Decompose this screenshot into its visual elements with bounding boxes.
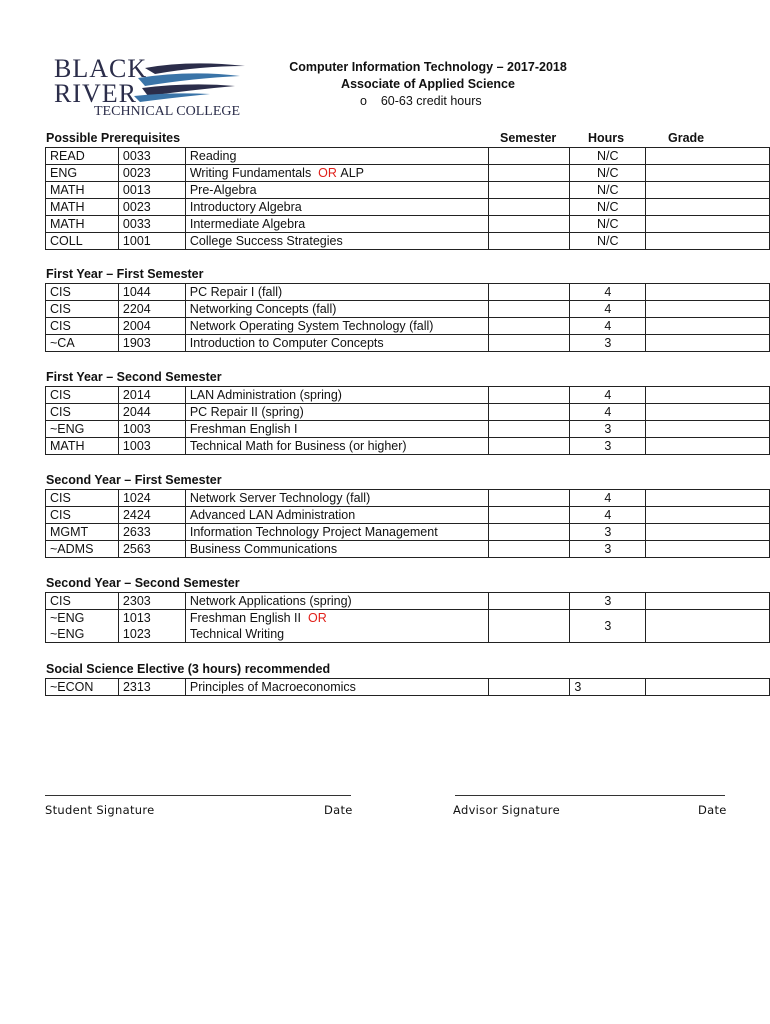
num-cell: 1003 bbox=[118, 438, 185, 455]
semester-cell bbox=[488, 233, 570, 250]
num-cell: 1903 bbox=[118, 335, 185, 352]
hours-cell: 4 bbox=[570, 490, 646, 507]
num-cell: 2004 bbox=[118, 318, 185, 335]
table-row bbox=[46, 524, 770, 541]
table-row bbox=[46, 404, 770, 421]
dept-cell: CIS bbox=[46, 404, 119, 421]
y2s2-table bbox=[45, 592, 770, 643]
grade-cell bbox=[646, 216, 770, 233]
semester-cell bbox=[488, 507, 570, 524]
hours-cell: 4 bbox=[570, 318, 646, 335]
hours-cell: N/C bbox=[570, 199, 646, 216]
dept-cell: MATH bbox=[46, 216, 119, 233]
hours-cell: 4 bbox=[570, 387, 646, 404]
dept-cell: ~CA bbox=[46, 335, 119, 352]
table-row bbox=[46, 182, 770, 199]
y1s1-table bbox=[45, 283, 770, 352]
y2s1-table bbox=[45, 489, 770, 558]
grade-cell bbox=[646, 182, 770, 199]
course-cell: PC Repair I (fall) bbox=[185, 284, 488, 301]
advisor-date-label: Date bbox=[698, 803, 727, 817]
dept-cell: CIS bbox=[46, 284, 119, 301]
y2s2-title: Second Year – Second Semester bbox=[46, 576, 240, 590]
num-b: 1023 bbox=[122, 627, 151, 641]
table-row bbox=[46, 679, 770, 696]
dept-cell: ENG bbox=[46, 165, 119, 182]
grade-cell bbox=[646, 490, 770, 507]
semester-cell bbox=[488, 216, 570, 233]
table-row bbox=[46, 148, 770, 165]
semester-cell bbox=[488, 301, 570, 318]
y1s1-title: First Year – First Semester bbox=[46, 267, 204, 281]
advisor-signature-label: Advisor Signature bbox=[453, 803, 560, 817]
table-row bbox=[46, 541, 770, 558]
course-cell bbox=[185, 610, 488, 643]
dept-cell bbox=[46, 610, 119, 643]
num-cell: 0023 bbox=[118, 199, 185, 216]
table-row bbox=[46, 610, 770, 643]
num-cell: 1001 bbox=[118, 233, 185, 250]
table-row bbox=[46, 335, 770, 352]
grade-cell bbox=[646, 284, 770, 301]
num-cell bbox=[118, 610, 185, 643]
program-title: Computer Information Technology – 2017-2018 bbox=[289, 60, 567, 74]
table-row bbox=[46, 233, 770, 250]
table-row bbox=[46, 490, 770, 507]
course-cell: Introduction to Computer Concepts bbox=[185, 335, 488, 352]
semester-cell bbox=[488, 284, 570, 301]
course-cell: Reading bbox=[185, 148, 488, 165]
course-cell bbox=[185, 165, 488, 182]
num-cell: 1003 bbox=[118, 421, 185, 438]
hours-cell: 3 bbox=[570, 679, 646, 696]
grade-cell bbox=[646, 387, 770, 404]
hours-cell: 3 bbox=[570, 610, 646, 643]
table-row bbox=[46, 284, 770, 301]
dept-cell: CIS bbox=[46, 490, 119, 507]
grade-cell bbox=[646, 199, 770, 216]
semester-cell bbox=[488, 679, 570, 696]
credit-hours: 60-63 credit hours bbox=[380, 94, 482, 108]
num-cell: 2633 bbox=[118, 524, 185, 541]
semester-cell bbox=[488, 199, 570, 216]
semester-cell bbox=[488, 490, 570, 507]
hours-cell: N/C bbox=[570, 148, 646, 165]
dept-cell: COLL bbox=[46, 233, 119, 250]
table-row bbox=[46, 216, 770, 233]
hours-cell: 4 bbox=[570, 404, 646, 421]
grade-cell bbox=[646, 318, 770, 335]
hours-cell: 3 bbox=[570, 541, 646, 558]
hours-cell: N/C bbox=[570, 233, 646, 250]
course-cell: Advanced LAN Administration bbox=[185, 507, 488, 524]
semester-cell bbox=[488, 148, 570, 165]
logo-line3: TECHNICAL COLLEGE bbox=[94, 104, 241, 119]
col-semester: Semester bbox=[500, 131, 557, 145]
course-name: Freshman English II bbox=[189, 611, 302, 625]
num-a: 1013 bbox=[122, 611, 151, 625]
prereq-table bbox=[45, 147, 770, 250]
or-label: OR bbox=[318, 166, 337, 180]
num-cell: 0013 bbox=[118, 182, 185, 199]
semester-cell bbox=[488, 593, 570, 610]
credit-hours-line bbox=[360, 94, 482, 108]
course-cell: LAN Administration (spring) bbox=[185, 387, 488, 404]
hours-cell: N/C bbox=[570, 182, 646, 199]
semester-cell bbox=[488, 421, 570, 438]
course-cell: Technical Math for Business (or higher) bbox=[185, 438, 488, 455]
dept-cell: MATH bbox=[46, 438, 119, 455]
dept-cell: CIS bbox=[46, 507, 119, 524]
dept-cell: CIS bbox=[46, 593, 119, 610]
course-cell: Network Applications (spring) bbox=[185, 593, 488, 610]
num-cell: 2014 bbox=[118, 387, 185, 404]
advisor-signature-line[interactable] bbox=[455, 795, 725, 796]
hours-cell: 3 bbox=[570, 524, 646, 541]
student-signature-label: Student Signature bbox=[45, 803, 155, 817]
num-cell: 2313 bbox=[118, 679, 185, 696]
logo-line1: BLACK bbox=[54, 54, 148, 83]
num-cell: 0033 bbox=[118, 148, 185, 165]
college-logo bbox=[50, 52, 260, 124]
student-date-label: Date bbox=[324, 803, 353, 817]
hours-cell: 3 bbox=[570, 335, 646, 352]
hours-cell: N/C bbox=[570, 216, 646, 233]
table-row bbox=[46, 165, 770, 182]
semester-cell bbox=[488, 387, 570, 404]
table-row bbox=[46, 318, 770, 335]
num-cell: 2303 bbox=[118, 593, 185, 610]
course-cell: Business Communications bbox=[185, 541, 488, 558]
dept-cell: ~ECON bbox=[46, 679, 119, 696]
col-grade: Grade bbox=[668, 131, 705, 145]
or-label: OR bbox=[307, 611, 327, 625]
grade-cell bbox=[646, 593, 770, 610]
y2s1-title: Second Year – First Semester bbox=[46, 473, 222, 487]
grade-cell bbox=[646, 438, 770, 455]
dept-cell: CIS bbox=[46, 387, 119, 404]
course-cell: Principles of Macroeconomics bbox=[185, 679, 488, 696]
course-alt: Technical Writing bbox=[189, 627, 285, 641]
num-cell: 2204 bbox=[118, 301, 185, 318]
grade-cell bbox=[646, 524, 770, 541]
semester-cell bbox=[488, 438, 570, 455]
num-cell: 2424 bbox=[118, 507, 185, 524]
num-cell: 0033 bbox=[118, 216, 185, 233]
dept-b: ~ENG bbox=[50, 627, 85, 641]
semester-cell bbox=[488, 541, 570, 558]
y1s2-title: First Year – Second Semester bbox=[46, 370, 222, 384]
table-row bbox=[46, 507, 770, 524]
grade-cell bbox=[646, 233, 770, 250]
grade-cell bbox=[646, 507, 770, 524]
hours-cell: 3 bbox=[570, 438, 646, 455]
semester-cell bbox=[488, 404, 570, 421]
grade-cell bbox=[646, 301, 770, 318]
prereq-title: Possible Prerequisites bbox=[46, 131, 181, 145]
logo-line2: RIVER bbox=[54, 79, 137, 108]
col-hours: Hours bbox=[588, 131, 625, 145]
course-cell: Networking Concepts (fall) bbox=[185, 301, 488, 318]
num-cell: 1024 bbox=[118, 490, 185, 507]
dept-a: ~ENG bbox=[50, 611, 85, 625]
table-row bbox=[46, 421, 770, 438]
y1s2-table bbox=[45, 386, 770, 455]
semester-cell bbox=[488, 182, 570, 199]
semester-cell bbox=[488, 610, 570, 643]
course-cell: College Success Strategies bbox=[185, 233, 488, 250]
grade-cell bbox=[646, 610, 770, 643]
social-title: Social Science Elective (3 hours) recommended bbox=[46, 662, 331, 676]
hours-cell: 4 bbox=[570, 301, 646, 318]
grade-cell bbox=[646, 335, 770, 352]
course-name: Writing Fundamentals bbox=[189, 166, 312, 180]
semester-cell bbox=[488, 335, 570, 352]
dept-cell: ~ENG bbox=[46, 421, 119, 438]
hours-cell: 4 bbox=[570, 284, 646, 301]
semester-cell bbox=[488, 318, 570, 335]
table-row bbox=[46, 387, 770, 404]
grade-cell bbox=[646, 421, 770, 438]
hours-cell: 3 bbox=[570, 593, 646, 610]
table-row bbox=[46, 438, 770, 455]
num-cell: 0023 bbox=[118, 165, 185, 182]
dept-cell: READ bbox=[46, 148, 119, 165]
dept-cell: MGMT bbox=[46, 524, 119, 541]
semester-cell bbox=[488, 165, 570, 182]
dept-cell: CIS bbox=[46, 301, 119, 318]
degree-title: Associate of Applied Science bbox=[341, 77, 515, 91]
hours-cell: N/C bbox=[570, 165, 646, 182]
dept-cell: ~ADMS bbox=[46, 541, 119, 558]
course-cell: PC Repair II (spring) bbox=[185, 404, 488, 421]
hours-cell: 4 bbox=[570, 507, 646, 524]
student-signature-line[interactable] bbox=[45, 795, 351, 796]
bullet-marker: o bbox=[360, 94, 367, 108]
hours-cell: 3 bbox=[570, 421, 646, 438]
course-cell: Network Server Technology (fall) bbox=[185, 490, 488, 507]
course-cell: Introductory Algebra bbox=[185, 199, 488, 216]
table-row bbox=[46, 199, 770, 216]
grade-cell bbox=[646, 679, 770, 696]
course-cell: Intermediate Algebra bbox=[185, 216, 488, 233]
num-cell: 1044 bbox=[118, 284, 185, 301]
table-row bbox=[46, 301, 770, 318]
social-table bbox=[45, 678, 770, 696]
course-cell: Information Technology Project Management bbox=[185, 524, 488, 541]
num-cell: 2563 bbox=[118, 541, 185, 558]
grade-cell bbox=[646, 541, 770, 558]
num-cell: 2044 bbox=[118, 404, 185, 421]
grade-cell bbox=[646, 404, 770, 421]
course-cell: Network Operating System Technology (fall) bbox=[185, 318, 488, 335]
course-cell: Freshman English I bbox=[185, 421, 488, 438]
course-alt: ALP bbox=[340, 166, 365, 180]
semester-cell bbox=[488, 524, 570, 541]
course-cell: Pre-Algebra bbox=[185, 182, 488, 199]
dept-cell: MATH bbox=[46, 199, 119, 216]
table-row bbox=[46, 593, 770, 610]
grade-cell bbox=[646, 165, 770, 182]
grade-cell bbox=[646, 148, 770, 165]
dept-cell: MATH bbox=[46, 182, 119, 199]
dept-cell: CIS bbox=[46, 318, 119, 335]
